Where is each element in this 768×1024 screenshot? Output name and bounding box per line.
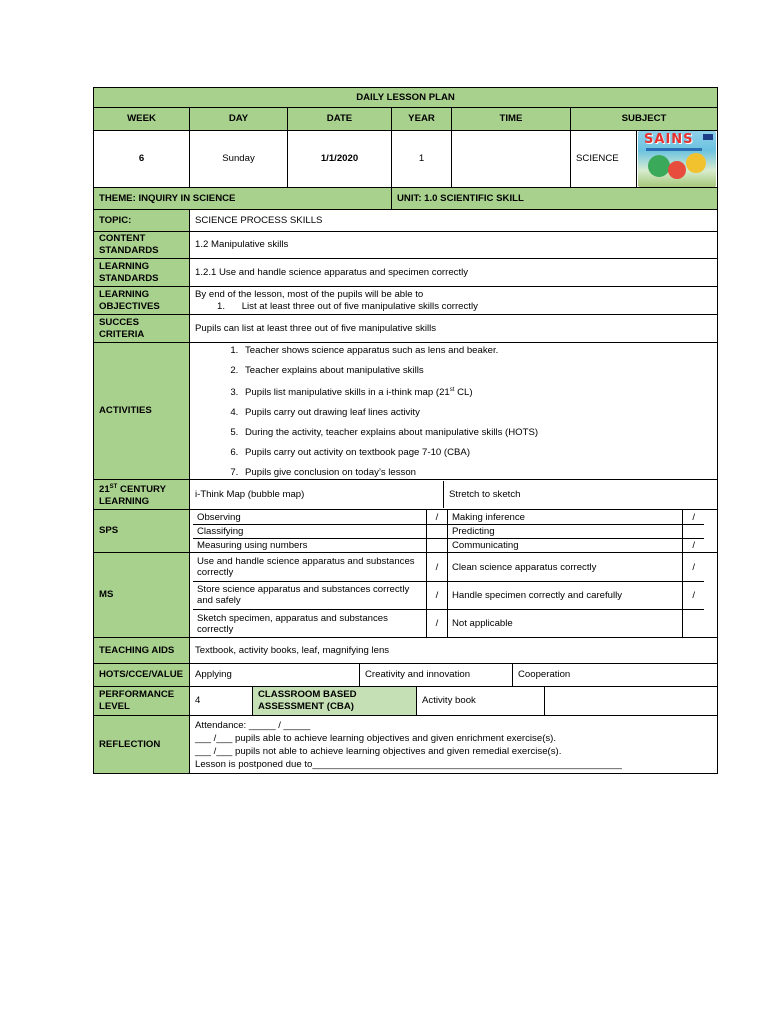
century-learning-label: 21ST CENTURY LEARNING — [94, 480, 190, 510]
reflection-label: REFLECTION — [94, 716, 190, 774]
lesson-plan-sheet — [93, 87, 717, 774]
time-value — [452, 131, 571, 188]
ms-skill: Clean science apparatus correctly — [447, 553, 683, 581]
hots-value-applying: Applying — [190, 664, 360, 686]
sps-skill: Observing — [193, 510, 426, 524]
ms-skill: Handle specimen correctly and carefully — [447, 581, 683, 609]
activity-item: 1. Teacher shows science apparatus such as lens and beaker. — [241, 345, 712, 356]
activity-item: 4. Pupils carry out drawing leaf lines activity — [241, 407, 712, 418]
sps-check-mark — [683, 524, 704, 538]
sps-skill: Measuring using numbers — [193, 538, 426, 552]
teaching-aids-label: TEACHING AIDS — [94, 638, 190, 664]
century-learning-left: i-Think Map (bubble map) — [190, 481, 444, 508]
year-value: 1 — [392, 131, 452, 188]
activities-label: ACTIVITIES — [94, 343, 190, 480]
learning-standards-label: LEARNING STANDARDS — [94, 259, 190, 287]
performance-label: PERFORMANCE LEVEL — [94, 687, 190, 716]
objective-number: 1. — [217, 300, 226, 312]
ms-check-mark: / — [426, 553, 447, 581]
sps-skill: Making inference — [447, 510, 683, 524]
theme-cell: THEME: INQUIRY IN SCIENCE — [94, 188, 392, 210]
ms-check-mark: / — [683, 581, 704, 609]
cba-label: CLASSROOM BASED ASSESSMENT (CBA) — [253, 687, 417, 715]
ms-check-mark: / — [426, 581, 447, 609]
postponed-line: Lesson is postponed due to__________________________________________________________ — [195, 759, 622, 771]
reflection-lines — [190, 716, 718, 774]
hots-value-cooperation: Cooperation — [518, 669, 571, 681]
activity-item: 6. Pupils carry out activity on textbook page 7-10 (CBA) — [241, 447, 712, 458]
success-criteria-label: SUCCES CRITERIA — [94, 315, 190, 343]
content-standards-label: CONTENT STANDARDS — [94, 232, 190, 259]
content-standards-value: 1.2 Manipulative skills — [190, 232, 718, 259]
day-header: DAY — [190, 108, 288, 131]
day-value: Sunday — [190, 131, 288, 188]
week-value: 6 — [94, 131, 190, 188]
activity-item: 5. During the activity, teacher explains about manipulative skills (HOTS) — [241, 427, 712, 438]
activity-item: 2. Teacher explains about manipulative skills — [241, 365, 712, 376]
sps-grid — [193, 510, 704, 552]
lesson-plan-table — [93, 87, 718, 774]
sps-skill: Predicting — [447, 524, 683, 538]
sps-grid-cell — [190, 510, 718, 553]
ms-skill: Not applicable — [447, 609, 683, 637]
unit-cell: UNIT: 1.0 SCIENTIFIC SKILL — [392, 188, 718, 210]
objective-item: List at least three out of five manipulative skills correctly — [241, 300, 478, 312]
date-value: 1/1/2020 — [288, 131, 392, 188]
enrichment-line: ___ /___ pupils able to achieve learning objectives and given enrichment exercise(s). — [195, 733, 557, 745]
century-learning-values — [190, 480, 718, 510]
objectives-intro: By end of the lesson, most of the pupils will be able to — [195, 288, 424, 300]
learning-objectives-label: LEARNING OBJECTIVES — [94, 287, 190, 315]
week-header: WEEK — [94, 108, 190, 131]
learning-standards-value: 1.2.1 Use and handle science apparatus and specimen correctly — [190, 259, 718, 287]
century-learning-right: Stretch to sketch — [449, 488, 521, 500]
hots-value-creativity: Creativity and innovation — [360, 664, 513, 686]
ms-check-mark: / — [683, 553, 704, 581]
topic-value: SCIENCE PROCESS SKILLS — [190, 210, 718, 232]
sps-check-mark — [426, 538, 447, 552]
subject-header: SUBJECT — [571, 108, 718, 131]
time-header: TIME — [452, 108, 571, 131]
ms-grid — [193, 553, 704, 637]
textbook-cover-frame — [636, 131, 717, 187]
ms-skill: Use and handle science apparatus and substances correctly — [193, 553, 426, 581]
teaching-aids-value: Textbook, activity books, leaf, magnifying lens — [190, 638, 718, 664]
sps-check-mark: / — [426, 510, 447, 524]
ms-check-mark: / — [426, 609, 447, 637]
sps-check-mark: / — [683, 510, 704, 524]
performance-level-value: 4 — [190, 687, 253, 715]
cba-value: Activity book — [417, 687, 545, 715]
sps-skill: Classifying — [193, 524, 426, 538]
ms-check-mark — [683, 609, 704, 637]
learning-objectives-value — [190, 287, 718, 315]
sps-skill: Communicating — [447, 538, 683, 552]
remedial-line: ___ /___ pupils not able to achieve learning objectives and given remedial exercise(s). — [195, 746, 562, 758]
attendance-line: Attendance: _____ / _____ — [195, 720, 311, 732]
topic-label: TOPIC: — [94, 210, 190, 232]
activities-list — [195, 345, 712, 478]
sps-label: SPS — [94, 510, 190, 553]
ms-skill: Store science apparatus and substances correctly and safely — [193, 581, 426, 609]
year-header: YEAR — [392, 108, 452, 131]
hots-values — [190, 664, 718, 687]
activities-list-cell — [190, 343, 718, 480]
activity-item: 3. Pupils list manipulative skills in a i-think map (21st CL) — [241, 385, 712, 398]
activity-item: 7. Pupils give conclusion on today’s lesson — [241, 467, 712, 478]
ms-skill: Sketch specimen, apparatus and substances correctly — [193, 609, 426, 637]
sps-check-mark — [426, 524, 447, 538]
sps-check-mark: / — [683, 538, 704, 552]
textbook-cover-image — [638, 131, 716, 187]
ms-label: MS — [94, 553, 190, 638]
date-header: DATE — [288, 108, 392, 131]
subject-cell — [571, 131, 718, 188]
performance-values — [190, 687, 718, 716]
ms-grid-cell — [190, 553, 718, 638]
hots-label: HOTS/CCE/VALUE — [94, 664, 190, 687]
plan-title: DAILY LESSON PLAN — [94, 88, 718, 108]
cover-title: SAINS — [644, 132, 694, 147]
subject-value: SCIENCE — [576, 153, 619, 164]
success-criteria-value: Pupils can list at least three out of five manipulative skills — [190, 315, 718, 343]
